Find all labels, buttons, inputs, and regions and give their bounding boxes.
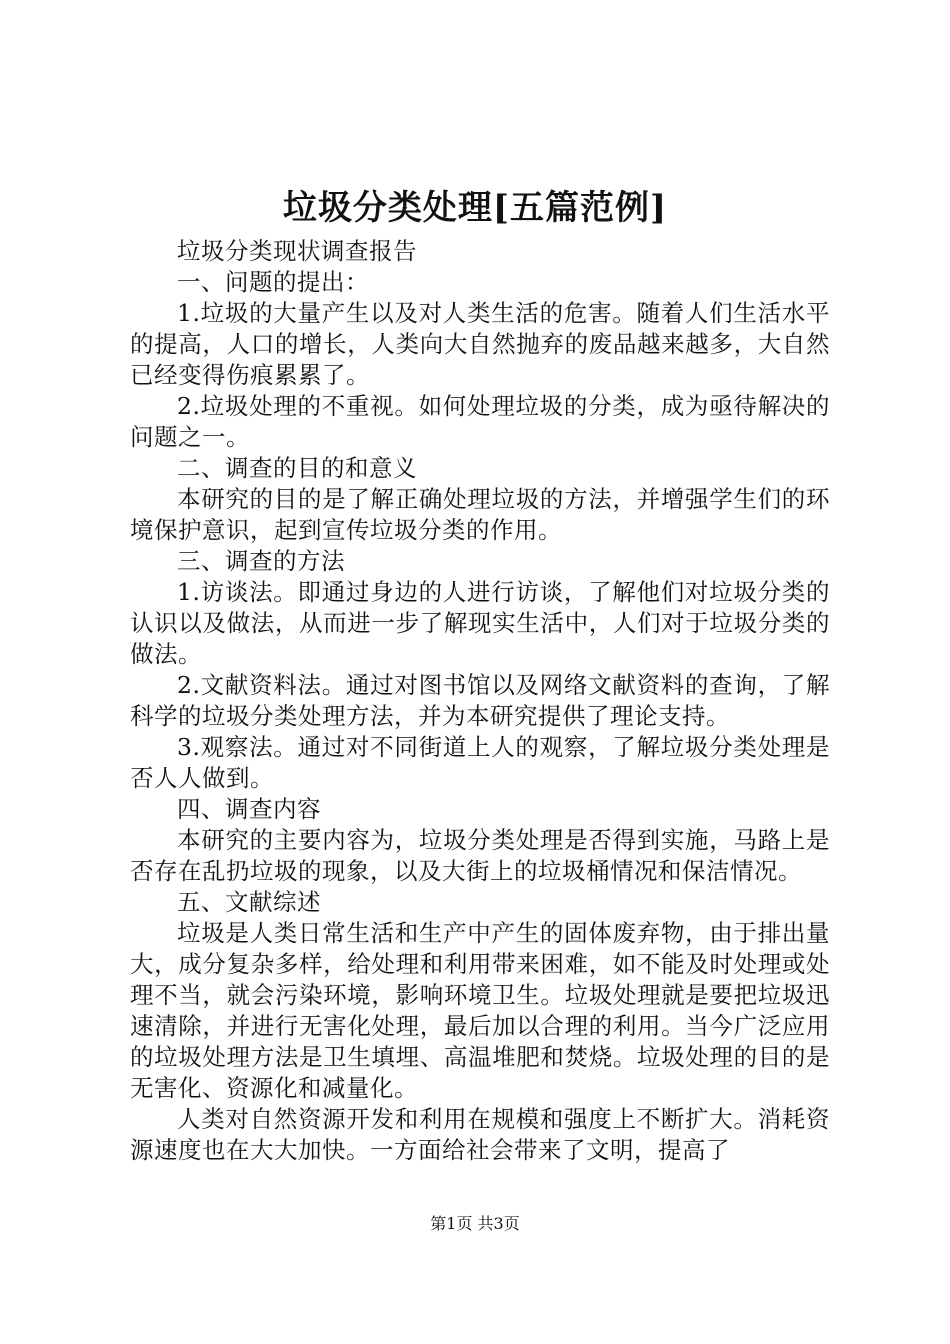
paragraph: 本研究的主要内容为，垃圾分类处理是否得到实施，马路上是否存在乱扔垃圾的现象，以及大街上的垃圾桶情况和保洁情况。 — [130, 826, 830, 885]
document-body — [130, 236, 830, 1166]
paragraph: 人类对自然资源开发和利用在规模和强度上不断扩大。消耗资源速度也在大大加快。一方面给社会带来了文明，提高了 — [130, 1105, 830, 1164]
paragraph: 1.访谈法。即通过身边的人进行访谈，了解他们对垃圾分类的认识以及做法，从而进一步了解现实生活中，人们对于垃圾分类的做法。 — [130, 578, 830, 668]
paragraph: 2.垃圾处理的不重视。如何处理垃圾的分类，成为亟待解决的问题之一。 — [130, 392, 830, 451]
paragraph: 垃圾是人类日常生活和生产中产生的固体废弃物，由于排出量大，成分复杂多样，给处理和利用带来困难，如不能及时处理或处理不当，就会污染环境，影响环境卫生。垃圾处理就是要把垃圾迅速清除，并进行无害化处理，最后加以合理的利用。当今广泛应用的垃圾处理方法是卫生填埋、高温堆肥和焚烧。垃圾处理的目的是无害化、资源化和减量化。 — [130, 919, 830, 1102]
section-heading: 四、调查内容 — [177, 795, 321, 823]
paragraph: 本研究的目的是了解正确处理垃圾的方法，并增强学生们的环境保护意识，起到宣传垃圾分类的作用。 — [130, 485, 830, 544]
section-heading: 五、文献综述 — [177, 888, 321, 916]
paragraph: 2.文献资料法。通过对图书馆以及网络文献资料的查询，了解科学的垃圾分类处理方法，并为本研究提供了理论支持。 — [130, 671, 830, 730]
paragraph: 1.垃圾的大量产生以及对人类生活的危害。随着人们生活水平的提高，人口的增长，人类向大自然抛弃的废品越来越多，大自然已经变得伤痕累累了。 — [130, 299, 830, 389]
section-heading: 三、调查的方法 — [177, 547, 345, 575]
paragraph: 3.观察法。通过对不同街道上人的观察，了解垃圾分类处理是否人人做到。 — [130, 733, 830, 792]
section-heading: 一、问题的提出： — [177, 268, 369, 296]
document-title: 垃圾分类处理[五篇范例] — [282, 188, 668, 228]
section-heading: 二、调查的目的和意义 — [177, 454, 417, 482]
paragraph: 垃圾分类现状调查报告 — [177, 237, 417, 265]
page-footer: 第1页 共3页 — [430, 1214, 520, 1233]
